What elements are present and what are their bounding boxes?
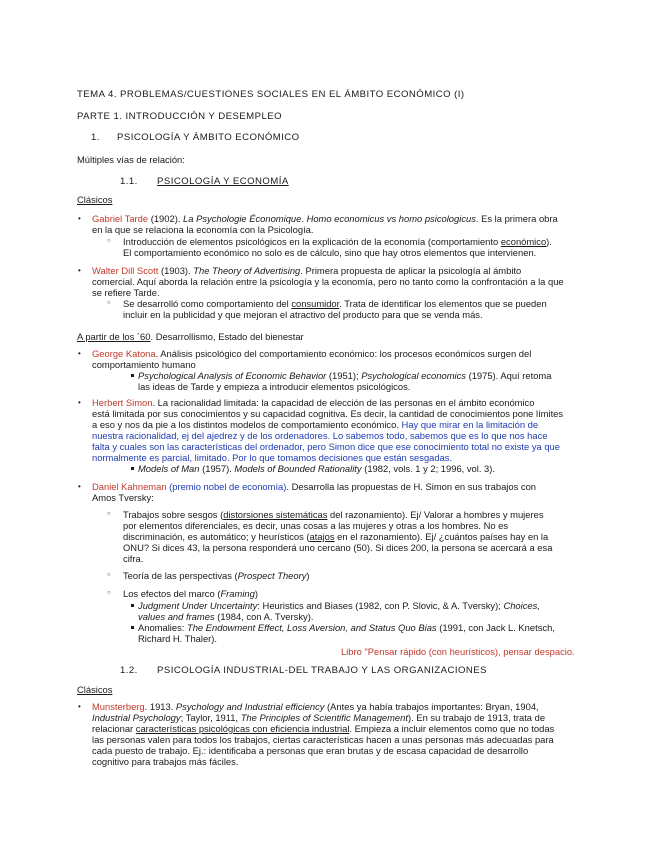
kahneman-ref-2-line-1: Anomalies: The Endowment Effect, Loss Aversion, and Status Quo Bias (1991, con Jack L. Knetsch, [138,622,555,633]
period-heading: A partir de los `60. Desarrollismo, Estado del bienestar [77,331,304,342]
simon-note-line-2: falta y cuales son las características del ordenador, pero Simon dice que ese conocimiento total no existe ya que [92,441,560,452]
author-name: Daniel Kahneman [92,481,167,492]
part-heading: PARTE 1. INTRODUCCIÓN Y DESEMPLEO [77,111,282,122]
circle-bullet-icon: ○ [107,590,111,596]
munsterberg-line-5: cada puesto de trabajo. Ej.: identificaba a personas que eran brutas y de escasa capacidad de desarrollo [92,745,529,756]
katona-line-1: George Katona. Análisis psicológico del comportamiento económico: los procesos económicos surgen del [92,348,532,359]
kahneman-ref-1-line-2: values and frames (1984, con A. Tversky). [138,611,314,622]
circle-bullet-icon: ○ [107,238,111,244]
square-bullet-icon [131,374,134,377]
kahneman-line-1: Daniel Kahneman (premio nobel de economía). Desarrolla las propuestas de H. Simon en sus trabajos con [92,481,536,492]
square-bullet-icon [131,467,134,470]
square-bullet-icon [131,626,134,629]
libro-note: Libro "Pensar rápido (con heurísticos), pensar despacio. [341,646,575,657]
bullet-icon: • [78,482,81,491]
document-title: TEMA 4. PROBLEMAS/CUESTIONES SOCIALES EN EL ÁMBITO ECONÓMICO (I) [77,89,465,100]
munsterberg-line-6: cognitivo para trabajos más fáciles. [92,756,239,767]
scott-line-3: se refiere Tarde. [92,287,160,298]
tarde-line-1: Gabriel Tarde (1902). La Psychologie Économique. Homo economicus vs homo psicologicus. Es la primera obra [92,213,558,224]
katona-line-2: comportamiento humano [92,359,196,370]
kahneman-sesgos-line-5: cifra. [123,553,144,564]
subsection-title: PSICOLOGÍA Y ECONOMÍA [157,176,289,187]
kahneman-prospect: Teoría de las perspectivas (Prospect Theory) [123,570,310,581]
subsection-title: PSICOLOGÍA INDUSTRIAL-DEL TRABAJO Y LAS ORGANIZACIONES [157,665,487,676]
scott-line-1: Walter Dill Scott (1903). The Theory of Advertising. Primera propuesta de aplicar la psicología al ámbito [92,265,522,276]
simon-note-line-1: nuestra racionalidad, ej del ajedrez y de los ordenadores. Lo sabemos todo, sabemos que es lo que nos hace [92,430,548,441]
katona-sub-line-2: las ideas de Tarde y empieza a introducir elementos psicológicos. [138,381,411,392]
scott-sub-line-1: Se desarrolló como comportamiento del consumidor. Trata de identificar los elementos que se pueden [123,298,547,309]
munsterberg-line-3: relacionar características psicológicas con eficiencia industrial. Empieza a incluir elementos como que no todas [92,723,555,734]
munsterberg-line-2: Industrial Psychology; Taylor, 1911, The Principles of Scientific Management). En su trabajo de 1913, trata de [92,712,546,723]
clasicos-heading: Clásicos [77,684,113,695]
bullet-icon: • [78,702,81,711]
author-name: Herbert Simon [92,397,153,408]
author-name: Walter Dill Scott [92,265,159,276]
kahneman-ref-1-line-1: Judgment Under Uncertainty: Heuristics and Biases (1982, con P. Slovic, & A. Tversky); Choices, [138,600,540,611]
simon-line-3: a eso y nos da pie a los distintos modelos de comportamiento económico. Hay que mirar en la limitación de [92,419,539,430]
tarde-line-2: en la que se relaciona la economía con la Psicología. [92,224,314,235]
scott-sub-line-2: incluir en la publicidad y que mejoran el atractivo del producto para que se venda más. [123,309,483,320]
intro-text: Múltiples vías de relación: [77,154,185,165]
simon-sub-line: Models of Man (1957). Models of Bounded Rationality (1982, vols. 1 y 2; 1996, vol. 3). [138,463,495,474]
kahneman-sesgos-line-1: Trabajos sobre sesgos (distorsiones sistemáticas del razonamiento). Ej/ Valorar a hombres y mujeres [123,509,544,520]
author-name: Gabriel Tarde [92,213,149,224]
kahneman-ref-2-line-2: Richard H. Thaler). [138,633,218,644]
tarde-sub-line-2: El comportamiento económico no solo es de cálculo, sino que hay otros elementos que intervienen. [123,247,537,258]
author-name: George Katona [92,348,156,359]
bullet-icon: • [78,266,81,275]
simon-line-1: Herbert Simon. La racionalidad limitada: la capacidad de elección de las personas en el ámbito económico [92,397,535,408]
kahneman-line-2: Amos Tversky: [92,492,154,503]
scott-line-2: comercial. Aquí aborda la relación entre la psicología y la economía, pero no tanto como la confrontación a la que [92,276,564,287]
tarde-sub-line-1: Introducción de elementos psicológicos en la explicación de la economía (comportamiento económico). [123,236,552,247]
section-title: PSICOLOGÍA Y ÁMBITO ECONÓMICO [117,132,300,143]
subsection-number: 1.1. [120,176,138,187]
bullet-icon: • [78,214,81,223]
circle-bullet-icon: ○ [107,511,111,517]
bullet-icon: • [78,349,81,358]
kahneman-sesgos-line-4: ONU? Si dices 43, la persona responderá uno cercano (50). Si dices 200, la persona se acercará a esa [123,542,553,553]
kahneman-sesgos-line-3: discriminación, es automático; y heurísticos (atajos en el razonamiento). Ej/ ¿cuántos países hay en la [123,531,549,542]
square-bullet-icon [131,604,134,607]
simon-note-line-3: normalmente es parcial, limitado. Por lo que tomamos decisiones que están sesgadas. [92,452,453,463]
kahneman-framing: Los efectos del marco (Framing) [123,588,258,599]
kahneman-sesgos-line-2: por elementos diferenciales, es decir, unas cosas a las mujeres y otras a los hombres. No es [123,520,509,531]
circle-bullet-icon: ○ [107,300,111,306]
bullet-icon: • [78,398,81,407]
munsterberg-line-4: las personas valen para todos los trabajos, ciertas características hacen a unas personas más adecuadas para [92,734,554,745]
katona-sub-line-1: Psychological Analysis of Economic Behavior (1951); Psychological economics (1975). Aquí retoma [138,370,552,381]
simon-line-2: está limitada por sus conocimientos y su capacidad cognitiva. Es decir, la cantidad de conocimientos pone límites [92,408,564,419]
clasicos-heading: Clásicos [77,194,113,205]
author-name: Munsterberg [92,701,145,712]
subsection-number: 1.2. [120,665,138,676]
circle-bullet-icon: ○ [107,572,111,578]
section-number: 1. [91,132,100,143]
munsterberg-line-1: Munsterberg. 1913. Psychology and Industrial efficiency (Antes ya había trabajos importantes: Bryan, 1904, [92,701,539,712]
